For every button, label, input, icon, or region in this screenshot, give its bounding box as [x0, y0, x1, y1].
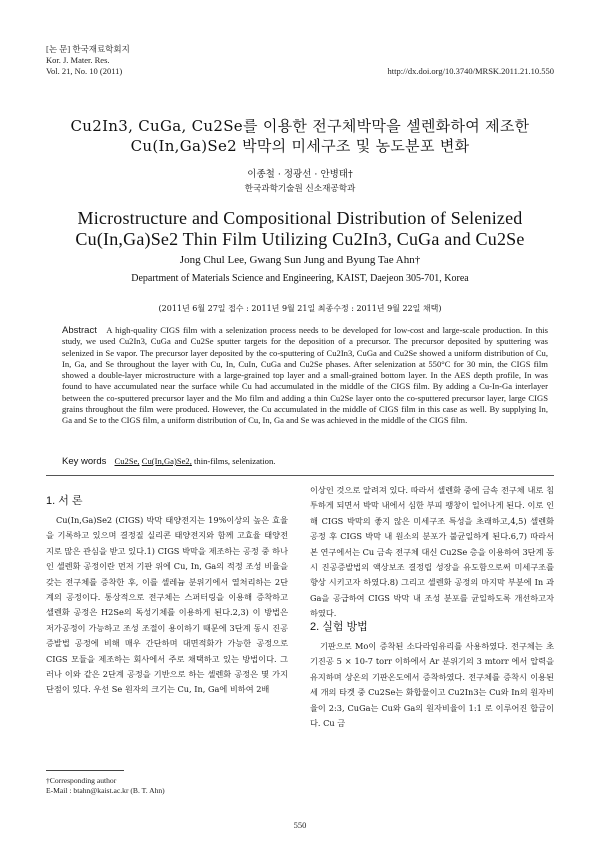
section-2-title: 2. 실험 방법 [310, 621, 368, 633]
intro-paragraph-1: Cu(In,Ga)Se2 (CIGS) 박막 태양전지는 19%이상의 높은 효율을 기록하고 있으며 결정질 실리콘 태양전지와 함께 고효율 태양전지로 많은 관심을 받고 있다.1) CIGS 박막을 제조하는 공정 중 하나인 셀렌화 공정이란 먼저 기판 위에 Cu, In, Ga의 적정 조성 비율을 갖는 전구체를 증착한 후, 이를 셀레늄 분위기에서 열처리하는 2단계의 공정이다. 통상적으로 전구체는 스퍼터링을 이용해 증착하고 셀렌화 공정은 H2Se의 독성기체를 이용하게 된다.2,3) 이 방법은 저가공정이 가능하고 조성 조절이 용이하기 때문에 3단계 동시 진공증발법 공정에 비해 매우 간단하며 대면적화가 가능한 공정으로 CIGS 모듈을 제조하는 회사에서 주로 채택하고 있는 방법이다. 그러나 이와 같은 2단계 공정을 기반으로 하는 셀렌화 공정은 몇 가지 단점이 있다. 우선 Se 원자의 크기는 Cu, In, Ga에 비하여 2배 [46, 515, 288, 695]
affiliation-en: Department of Materials Science and Engineering, KAIST, Daejeon 305-701, Korea [131, 273, 469, 284]
received-dates: (2011년 6월 27일 접수 : 2011년 9월 21일 최종수정 : 2011년 9월 22일 채택) [158, 304, 442, 313]
title-en-line2: Cu(In,Ga)Se2 Thin Film Utilizing Cu2In3, CuGa and Cu2Se [75, 229, 525, 249]
affiliation-ko: 한국과학기술원 신소재공학과 [244, 184, 356, 194]
section-1-title: 1. 서 론 [46, 495, 83, 507]
keyword-rest: thin-films, selenization. [194, 456, 276, 466]
title-en [30, 208, 570, 250]
intro-paragraph-continued: 이상인 것으로 알려져 있다. 따라서 셀렌화 중에 금속 전구체 내로 침투하게 되면서 박막 내에서 심한 부피 팽창이 일어나게 된다. 이로 인해 CIGS 박막의 좋지 않은 미세구조 특성을 초래하고,4,5) 셀렌화 공정 후 CIGS 박막 내 원소의 분포가 불균일하게 된다.6,7) 따라서 본 연구에서는 Cu 금속 전구체 대신 Cu2Se 층을 이용하여 3단계 동시 진공증발법의 액상보조 결정립 성장을 유도함으로써 미세구조를 향상 시키고자 하였다.8) 그리고 셀렌화 공정의 마지막 부분에 In 과 Ga을 공급하여 CIGS 박막 내 조성 분포를 균일하도록 개선하고자 하였다. [310, 485, 554, 619]
footnote [46, 776, 286, 796]
authors-ko: 이종철 · 정광선 · 안병태† [247, 169, 353, 180]
authors-en: Jong Chul Lee, Gwang Sun Jung and Byung Tae Ahn† [179, 254, 421, 266]
journal-volume: Vol. 21, No. 10 (2011) [46, 66, 123, 76]
abstract [62, 325, 548, 427]
title-ko [30, 116, 570, 156]
methods-text [310, 639, 554, 731]
author-email: E-Mail : btahn@kaist.ac.kr (B. T. Ahn) [46, 786, 165, 795]
corresponding-author: †Corresponding author [46, 776, 117, 785]
abstract-text: A high-quality CIGS film with a selenization process needs to be developed for low-cost and large-scale production. In this study, we used Cu2In3, CuGa and Cu2Se sputter targets for the deposition of a precursor. The precursor deposited by sputtering was selenized in Se vapor. The precursor layer deposited by the co-sputtering of Cu2In3, CuGa and Cu2Se showed a uniform distribution of Cu, In, Ga, and Se throughout the layer with Cu, In, CuIn, CuGa and Cu2Se phases. After selenization at 550°C for 30 min, the CIGS film showed a double-layer microstructure with a large-grained top layer and a small-grained bottom layer. In the AES depth profile, In was found to have accumulated near the surface while Cu had accumulated in the middle of the CIGS film. By adding a Cu-In-Ga interlayer between the co-sputtered precursor layer and the Mo film and adding a thin Cu2Se layer onto the co-sputtered precursor layer, large CIGS grains throughout the film were produced. However, the Cu accumulated in the middle of CIGS film in this case as well. By supplying In, Ga and Se to the CIGS film, a uniform distribution of Cu, In, Ga and Se was achieved in the middle of the CIGS film. [62, 325, 549, 426]
journal-name-en: Kor. J. Mater. Res. [46, 55, 110, 65]
page-number: 550 [293, 820, 307, 830]
right-column-text [310, 483, 554, 622]
abstract-divider [46, 475, 554, 476]
keywords [62, 456, 548, 467]
keywords-label: Key words [62, 456, 107, 467]
journal-name-ko: [논 문] 한국재료학회지 [46, 44, 130, 54]
journal-header [46, 44, 130, 77]
abstract-label: Abstract [62, 325, 97, 336]
keyword-cu2se: Cu2Se, [114, 456, 140, 466]
title-en-line1: Microstructure and Compositional Distribution of Selenized [77, 208, 523, 228]
title-ko-line2: Cu(In,Ga)Se2 박막의 미세구조 및 농도분포 변화 [130, 137, 470, 155]
doi-link[interactable]: http://dx.doi.org/10.3740/MRSK.2011.21.10.550 [387, 66, 554, 76]
left-column-text [46, 513, 288, 698]
title-ko-line1: Cu2In3, CuGa, Cu2Se를 이용한 전구체박막을 셀렌화하여 제조한 [70, 117, 530, 135]
methods-paragraph-1: 기판으로 Mo이 증착된 소다라임유리를 사용하였다. 전구체는 초기진공 5 × 10-7 torr 이하에서 Ar 분위기의 3 mtorr 에서 압력을 유지하며 상온의 기판온도에서 증착하였다. 전구체를 증착시 이용된 세 개의 타겟 중 Cu2Se는 화합물이고 Cu2In3는 Cu와 In의 원자비율이 2:3, CuGa는 Cu와 Ga의 원자비율이 1:1 로 이루어진 합금이다. Cu 금 [310, 641, 554, 729]
footnote-divider [46, 770, 124, 771]
keyword-cigs: Cu(In,Ga)Se2, [141, 456, 192, 466]
